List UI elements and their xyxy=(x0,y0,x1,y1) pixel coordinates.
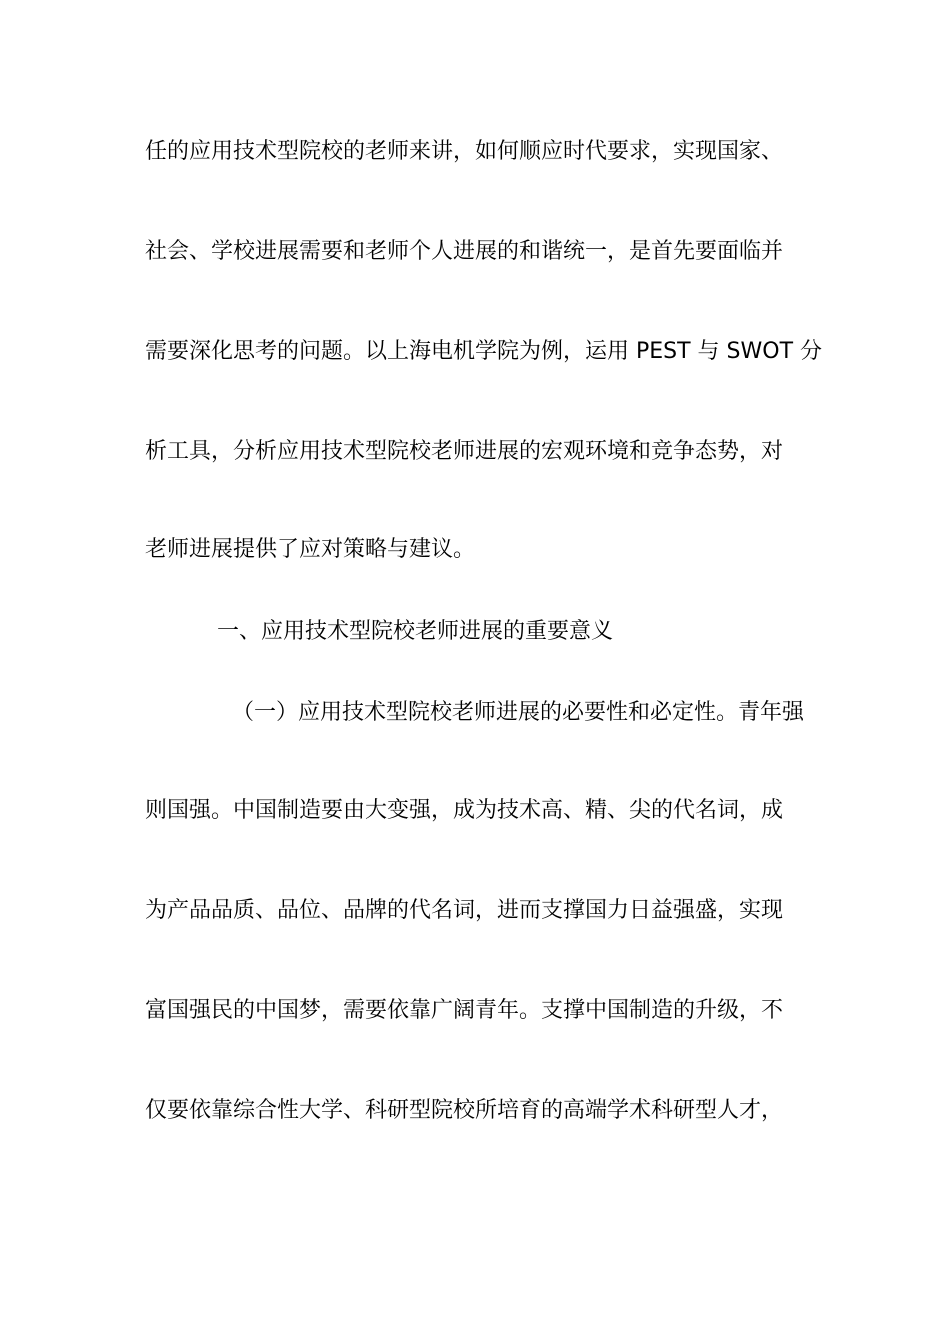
paragraph-line: 富国强民的中国梦，需要依靠广阔青年。支撑中国制造的升级，不 xyxy=(145,998,784,1023)
section-heading: 一、应用技术型院校老师进展的重要意义 xyxy=(217,619,614,644)
body-text-line: 析工具，分析应用技术型院校老师进展的宏观环境和竞争态势，对 xyxy=(145,439,784,464)
paragraph-line: 则国强。中国制造要由大变强，成为技术高、精、尖的代名词，成 xyxy=(145,798,784,823)
paragraph-line: 为产品品质、品位、品牌的代名词，进而支撑国力日益强盛，实现 xyxy=(145,898,784,923)
body-text-line: 需要深化思考的问题。以上海电机学院为例，运用 PEST 与 SWOT 分 xyxy=(145,339,823,364)
paragraph-line: （一）应用技术型院校老师进展的必要性和必定性。青年强 xyxy=(232,700,805,725)
paragraph-line: 仅要依靠综合性大学、科研型院校所培育的高端学术科研型人才， xyxy=(145,1098,784,1123)
body-text-line: 任的应用技术型院校的老师来讲，如何顺应时代要求，实现国家、 xyxy=(145,139,784,164)
body-text-line: 老师进展提供了应对策略与建议。 xyxy=(145,537,476,562)
body-text-line: 社会、学校进展需要和老师个人进展的和谐统一，是首先要面临并 xyxy=(145,239,784,264)
